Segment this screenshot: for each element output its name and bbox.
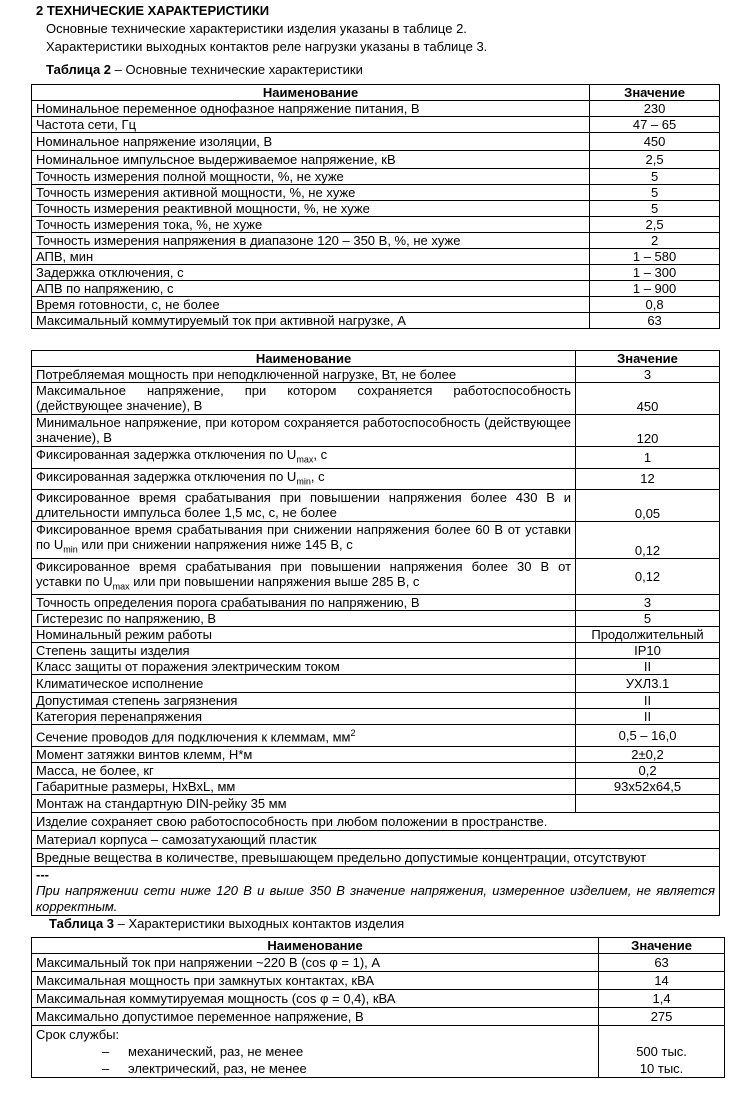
- table2-continued: [31, 350, 720, 916]
- table-row: [32, 367, 720, 383]
- table-row: [32, 746, 720, 762]
- row-name-text: , с: [313, 447, 328, 462]
- row-value: 93x52x64,5: [576, 778, 720, 794]
- row-value: 0,5 – 16,0: [576, 725, 720, 746]
- row-name-text: Фиксированное время срабатывания при снижении напряжения более 60 В от уставки по U: [36, 522, 572, 553]
- row-value: 1 – 300: [590, 265, 720, 281]
- intro-line-1: Основные технические характеристики изделия указаны в таблице 2.: [46, 21, 467, 36]
- row-name: Класс защиты от поражения электрическим током: [32, 659, 576, 675]
- subscript: min: [63, 544, 78, 555]
- table2-caption-text: – Основные технические характеристики: [111, 62, 363, 77]
- table2b-head-value: Значение: [576, 351, 720, 367]
- table-row: [32, 169, 720, 185]
- row-name: [32, 954, 599, 972]
- row-name-text: Фиксированная задержка отключения по U: [36, 468, 297, 484]
- row-name: Момент затяжки винтов клемм, Н*м: [32, 746, 576, 762]
- table-row: [32, 990, 725, 1008]
- table-row: [32, 794, 720, 812]
- row-value: 12: [576, 468, 720, 490]
- table-row: [32, 675, 720, 693]
- table-row: [32, 611, 720, 627]
- row-name: Точность измерения активной мощности, %, не хуже: [32, 185, 590, 201]
- row-value: II: [576, 693, 720, 709]
- row-name: Точность определения порога срабатывания по напряжению, В: [32, 595, 576, 611]
- row-value: Продолжительный: [576, 627, 720, 643]
- row-name-text: Максимальная коммутируемая мощность (cos: [36, 991, 320, 1006]
- table2-caption: [46, 62, 363, 77]
- list-item-text: электрический, раз, не менее: [128, 1061, 307, 1076]
- table2-head-name: Наименование: [32, 85, 590, 101]
- row-name-text: = 1), А: [337, 955, 381, 970]
- table3-caption-number: Таблица 3: [49, 916, 115, 931]
- row-name-text: , с: [310, 468, 325, 484]
- row-value: 14: [599, 972, 725, 990]
- table-row: [32, 233, 720, 249]
- row-name-text: Сечение проводов для подключения к клеммам, мм: [36, 729, 351, 745]
- row-name: Фиксированное время срабатывания при повышении напряжения более 430 В и длительности импульса более 1,5 мс, с, не более: [32, 490, 576, 522]
- row-value: 0,12: [576, 558, 720, 595]
- table-row: [32, 954, 725, 972]
- row-value: [576, 794, 720, 812]
- table2-header-row: [32, 85, 720, 101]
- subscript: max: [112, 581, 130, 592]
- table-row: [32, 972, 725, 990]
- row-value: 3: [576, 595, 720, 611]
- table-row: [32, 201, 720, 217]
- table-row: [32, 1008, 725, 1026]
- row-name: Точность измерения реактивной мощности, %, не хуже: [32, 201, 590, 217]
- row-name: [32, 447, 576, 469]
- table-row: [32, 447, 720, 469]
- table3-caption: [49, 916, 404, 931]
- row-value: 120: [576, 415, 720, 447]
- table-row: [32, 490, 720, 522]
- row-name: Точность измерения полной мощности, %, не хуже: [32, 169, 590, 185]
- row-value: 47 – 65: [590, 117, 720, 133]
- row-name: Максимально допустимое переменное напряжение, В: [32, 1008, 599, 1026]
- row-name: Масса, не более, кг: [32, 762, 576, 778]
- row-name-text: Фиксированное время срабатывания при повышении напряжения более 30 В от уставки по U: [36, 558, 572, 589]
- value-line: 500 тыс.: [636, 1044, 687, 1059]
- row-value: 5: [576, 611, 720, 627]
- table-row: [32, 709, 720, 725]
- table3-head-name: Наименование: [32, 938, 599, 954]
- row-name: Время готовности, с, не более: [32, 297, 590, 313]
- spanning-row: Вредные вещества в количестве, превышающем предельно допустимые концентрации, отсутствуют: [32, 848, 720, 866]
- intro-line-2: Характеристики выходных контактов реле нагрузки указаны в таблице 3.: [46, 39, 488, 54]
- row-value: 2±0,2: [576, 746, 720, 762]
- table-row: [32, 830, 720, 848]
- row-name: Габаритные размеры, HxBxL, мм: [32, 778, 576, 794]
- row-value: 0,12: [576, 522, 720, 559]
- row-value: 2,5: [590, 151, 720, 169]
- row-value: 2,5: [590, 217, 720, 233]
- phi-symbol: φ: [329, 955, 338, 970]
- table-row: [32, 778, 720, 794]
- table-row: [32, 627, 720, 643]
- row-name: АПВ по напряжению, с: [32, 281, 590, 297]
- table3-header-row: [32, 938, 725, 954]
- note-dashes: ---: [36, 866, 49, 882]
- row-value: 63: [599, 954, 725, 972]
- list-item-text: механический, раз, не менее: [128, 1044, 304, 1059]
- table-row: [32, 693, 720, 709]
- row-value: 5: [590, 201, 720, 217]
- row-value: 0,8: [590, 297, 720, 313]
- row-name: Степень защиты изделия: [32, 643, 576, 659]
- spanning-row: Изделие сохраняет свою работоспособность при любом положении в пространстве.: [32, 812, 720, 830]
- row-value: II: [576, 709, 720, 725]
- row-name: Допустимая степень загрязнения: [32, 693, 576, 709]
- row-name: Максимальный коммутируемый ток при активной нагрузке, А: [32, 313, 590, 329]
- table3-head-value: Значение: [599, 938, 725, 954]
- dash: –: [102, 1061, 110, 1076]
- row-name: Потребляемая мощность при неподключенной нагрузке, Вт, не более: [32, 367, 576, 383]
- row-name: [32, 468, 576, 490]
- table-row: [32, 383, 720, 415]
- table-row: [32, 313, 720, 329]
- table-row: [32, 725, 720, 746]
- row-name: Номинальное импульсное выдерживаемое напряжение, кВ: [32, 151, 590, 169]
- table-row: [32, 185, 720, 201]
- row-name: Монтаж на стандартную DIN-рейку 35 мм: [32, 794, 576, 812]
- spanning-row: Материал корпуса – самозатухающий пластик: [32, 830, 720, 848]
- row-value: II: [576, 659, 720, 675]
- subscript: max: [296, 454, 314, 465]
- table-row: [32, 659, 720, 675]
- row-value: УХЛ3.1: [576, 675, 720, 693]
- table-row: [32, 281, 720, 297]
- table-row: [32, 133, 720, 151]
- row-value: 1 – 580: [590, 249, 720, 265]
- value-line: 10 тыс.: [639, 1061, 684, 1076]
- table-row: [32, 265, 720, 281]
- table-row: [32, 558, 720, 595]
- row-name: [32, 725, 576, 746]
- table-row: [32, 101, 720, 117]
- service-life-label: Срок службы:: [36, 1027, 120, 1042]
- row-name: [32, 1026, 599, 1078]
- section-title: 2 ТЕХНИЧЕСКИЕ ХАРАКТЕРИСТИКИ: [36, 3, 270, 18]
- row-name: Точность измерения напряжения в диапазоне 120 – 350 В, %, не хуже: [32, 233, 590, 249]
- table3-caption-text: – Характеристики выходных контактов изделия: [114, 916, 405, 931]
- table-row: [32, 415, 720, 447]
- row-name: [32, 558, 576, 595]
- row-name-text: или при снижении напряжения ниже 145 В, с: [77, 537, 353, 553]
- row-name: Номинальное переменное однофазное напряжение питания, В: [32, 101, 590, 117]
- row-name: Климатическое исполнение: [32, 675, 576, 693]
- table-row: [32, 522, 720, 559]
- row-value: 1,4: [599, 990, 725, 1008]
- row-name: Точность измерения тока, %, не хуже: [32, 217, 590, 233]
- table-row: [32, 217, 720, 233]
- table2b-head-name: Наименование: [32, 351, 576, 367]
- row-value: 0,2: [576, 762, 720, 778]
- row-name: Максимальное напряжение, при котором сохраняется работоспособность (действующее значение), В: [32, 383, 576, 415]
- table-row: [32, 151, 720, 169]
- subscript: min: [296, 476, 311, 487]
- row-value: 5: [590, 185, 720, 201]
- table-row: [32, 643, 720, 659]
- dash: –: [102, 1044, 110, 1059]
- row-name: Номинальное напряжение изоляции, В: [32, 133, 590, 151]
- row-name-text: Фиксированная задержка отключения по U: [36, 447, 297, 462]
- row-value: 63: [590, 313, 720, 329]
- table-row: [32, 595, 720, 611]
- list-item: [36, 1060, 594, 1077]
- row-value: 0,05: [576, 490, 720, 522]
- table2-caption-number: Таблица 2: [46, 62, 112, 77]
- row-name-text: = 0,4), кВА: [328, 991, 396, 1006]
- row-name: [32, 990, 599, 1008]
- table3: [31, 937, 725, 1078]
- note-row: [32, 866, 720, 915]
- row-name: Максимальная мощность при замкнутых контактах, кВА: [32, 972, 599, 990]
- superscript: 2: [350, 728, 356, 739]
- note-cell: [32, 866, 720, 915]
- row-value: 2: [590, 233, 720, 249]
- table2: [31, 84, 720, 329]
- row-value: 450: [576, 383, 720, 415]
- row-name: Гистерезис по напряжению, В: [32, 611, 576, 627]
- table-row: [32, 762, 720, 778]
- row-value: 3: [576, 367, 720, 383]
- table-row: [32, 468, 720, 490]
- table-row: [32, 117, 720, 133]
- row-name: Частота сети, Гц: [32, 117, 590, 133]
- row-value: 450: [590, 133, 720, 151]
- row-value: 1 – 900: [590, 281, 720, 297]
- note-text: При напряжении сети ниже 120 В и выше 350 В значение напряжения, измеренное изделием, не является корректным.: [36, 882, 715, 914]
- table-row: [32, 297, 720, 313]
- row-name-text: или при повышении напряжения выше 285 В, с: [129, 573, 420, 589]
- table2b-header-row: [32, 351, 720, 367]
- table2-head-value: Значение: [590, 85, 720, 101]
- phi-symbol: φ: [319, 991, 329, 1006]
- row-value: 230: [590, 101, 720, 117]
- row-name: Категория перенапряжения: [32, 709, 576, 725]
- row-name: АПВ, мин: [32, 249, 590, 265]
- table-row: [32, 848, 720, 866]
- row-name: Задержка отключения, с: [32, 265, 590, 281]
- table-row: [32, 1026, 725, 1078]
- table-row: [32, 249, 720, 265]
- table-row: [32, 812, 720, 830]
- row-value: 5: [590, 169, 720, 185]
- row-name-text: Максимальный ток при напряжении ~220 В (cos: [36, 955, 330, 970]
- row-value: 1: [576, 447, 720, 469]
- list-item: [36, 1043, 594, 1060]
- row-name: [32, 522, 576, 559]
- row-name: Номинальный режим работы: [32, 627, 576, 643]
- row-value: IP10: [576, 643, 720, 659]
- row-name: Минимальное напряжение, при котором сохраняется работоспособность (действующее значение), В: [32, 415, 576, 447]
- row-value: 275: [599, 1008, 725, 1026]
- row-value: [599, 1026, 725, 1078]
